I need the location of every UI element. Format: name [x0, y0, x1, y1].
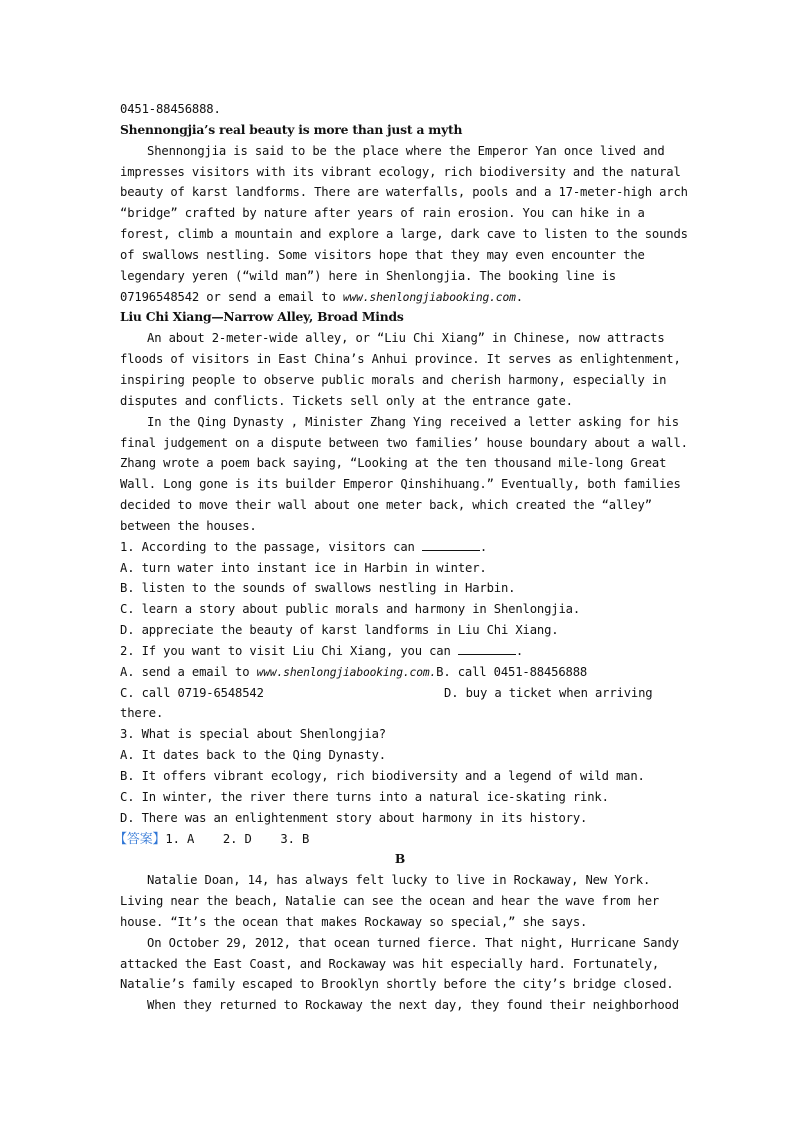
text-line: beauty of karst landforms. There are waterfalls, pools and a 17-meter-high arch	[120, 185, 688, 200]
paragraph-liu-chi-xiang-1	[120, 328, 680, 411]
text-line: An about 2-meter-wide alley, or “Liu Chi Xiang” in Chinese, now attracts	[147, 331, 665, 346]
paragraph-b-2	[120, 933, 680, 996]
text-line: Natalie Doan, 14, has always felt lucky to live in Rockaway, New York.	[147, 873, 651, 888]
question-stem	[120, 537, 680, 558]
text-line: forest, climb a mountain and explore a large, dark cave to listen to the sounds	[120, 227, 688, 242]
paragraph-shennongjia	[120, 141, 688, 308]
text-span: .	[515, 289, 523, 304]
option-c: C. learn a story about public morals and harmony in Shenlongjia.	[120, 602, 580, 617]
paragraph-b-3	[120, 995, 680, 1016]
option-row-cd	[120, 683, 680, 704]
text-line: impresses visitors with its vibrant ecology, rich biodiversity and the natural	[120, 164, 681, 179]
text-line: final judgement on a dispute between two families’ house boundary about a wall.	[120, 435, 688, 450]
option-d: D. There was an enlightenment story about harmony in its history.	[120, 810, 588, 825]
section-heading-shennongjia: Shennongjia’s real beauty is more than just a myth	[120, 121, 463, 137]
option-d-wrap: there.	[120, 706, 164, 721]
answer-label: 【答案】	[114, 831, 166, 847]
question-stem	[120, 641, 680, 662]
question-2	[120, 641, 680, 724]
section-heading-b: B	[394, 851, 406, 867]
option-b: B. call 0451-88456888	[436, 664, 588, 679]
option-a: A. It dates back to the Qing Dynasty.	[120, 748, 386, 763]
text-line: “bridge” crafted by nature after years of rain erosion. You can hike in a	[120, 206, 645, 221]
text-line: Shennongjia is said to be the place where the Emperor Yan once lived and	[147, 143, 665, 158]
answer-blank	[458, 642, 516, 655]
question-1	[120, 537, 680, 641]
paragraph-b-1	[120, 870, 680, 933]
text-line: of swallows nestling. Some visitors hope that they may even encounter the	[120, 247, 645, 262]
option-c: C. call 0719-6548542	[120, 685, 264, 700]
text-span: 07196548542 or send a email to	[120, 289, 343, 304]
option-b: B. listen to the sounds of swallows nestling in Harbin.	[120, 581, 516, 596]
text-line: decided to move their wall about one meter back, which created the “alley”	[120, 498, 652, 513]
question-3	[120, 724, 680, 828]
booking-url-link[interactable]: www.shenlongjiabooking.com	[342, 290, 516, 304]
stem-text: .	[479, 539, 488, 554]
answer-key	[114, 829, 680, 850]
stem-text: 2. If you want to visit Liu Chi Xiang, you can	[120, 643, 458, 658]
stem-text: .	[515, 643, 523, 658]
text-line: Living near the beach, Natalie can see the ocean and hear the wave from her	[120, 894, 660, 909]
option-a: A. turn water into instant ice in Harbin in winter.	[120, 560, 487, 575]
text-line: disputes and conflicts. Tickets sell only at the entrance gate.	[120, 393, 573, 408]
text-line: When they returned to Rockaway the next day, they found their neighborhood	[147, 998, 679, 1013]
answer-values: 1. A 2. D 3. B	[165, 831, 310, 846]
text-line: legendary yeren (“wild man”) here in Shenlongjia. The booking line is	[120, 268, 616, 283]
text-line: house. “It’s the ocean that makes Rockaway so special,” she says.	[120, 914, 588, 929]
text-line: In the Qing Dynasty , Minister Zhang Ying received a letter asking for his	[147, 414, 679, 429]
paragraph-liu-chi-xiang-2	[120, 412, 688, 537]
option-d: D. buy a ticket when arriving	[444, 685, 653, 700]
text-line: On October 29, 2012, that ocean turned fierce. That night, Hurricane Sandy	[147, 935, 679, 950]
text-line: attacked the East Coast, and Rockaway was hit especially hard. Fortunately,	[120, 956, 660, 971]
option-row-ab	[120, 662, 680, 683]
answer-blank	[422, 538, 480, 551]
text-line: Zhang wrote a poem back saying, “Looking at the ten thousand mile-long Great	[120, 456, 667, 471]
text-line: floods of visitors in East China’s Anhui province. It serves as enlightenment,	[120, 352, 681, 367]
document-page	[114, 99, 688, 1016]
stem-text: 1. According to the passage, visitors can	[120, 539, 422, 554]
text-line: Natalie’s family escaped to Brooklyn shortly before the city’s bridge closed.	[120, 977, 674, 992]
phone-line: 0451-88456888.	[120, 102, 221, 116]
text-line: inspiring people to observe public morals and cherish harmony, especially in	[120, 372, 667, 387]
question-stem: 3. What is special about Shenlongjia?	[120, 727, 386, 742]
section-heading-liu-chi-xiang: Liu Chi Xiang—Narrow Alley, Broad Minds	[120, 309, 404, 325]
text-line: between the houses.	[120, 518, 257, 533]
text-line	[120, 287, 680, 308]
option-b: B. It offers vibrant ecology, rich biodiversity and a legend of wild man.	[120, 769, 645, 783]
option-d: D. appreciate the beauty of karst landforms in Liu Chi Xiang.	[120, 623, 559, 638]
booking-url-link[interactable]: www.shenlongjiabooking.com.	[256, 665, 437, 679]
text-line: Wall. Long gone is its builder Emperor Qinshihuang.” Eventually, both families	[120, 477, 681, 492]
option-a: A. send a email to	[120, 664, 257, 679]
option-c: C. In winter, the river there turns into a natural ice-skating rink.	[120, 789, 609, 804]
